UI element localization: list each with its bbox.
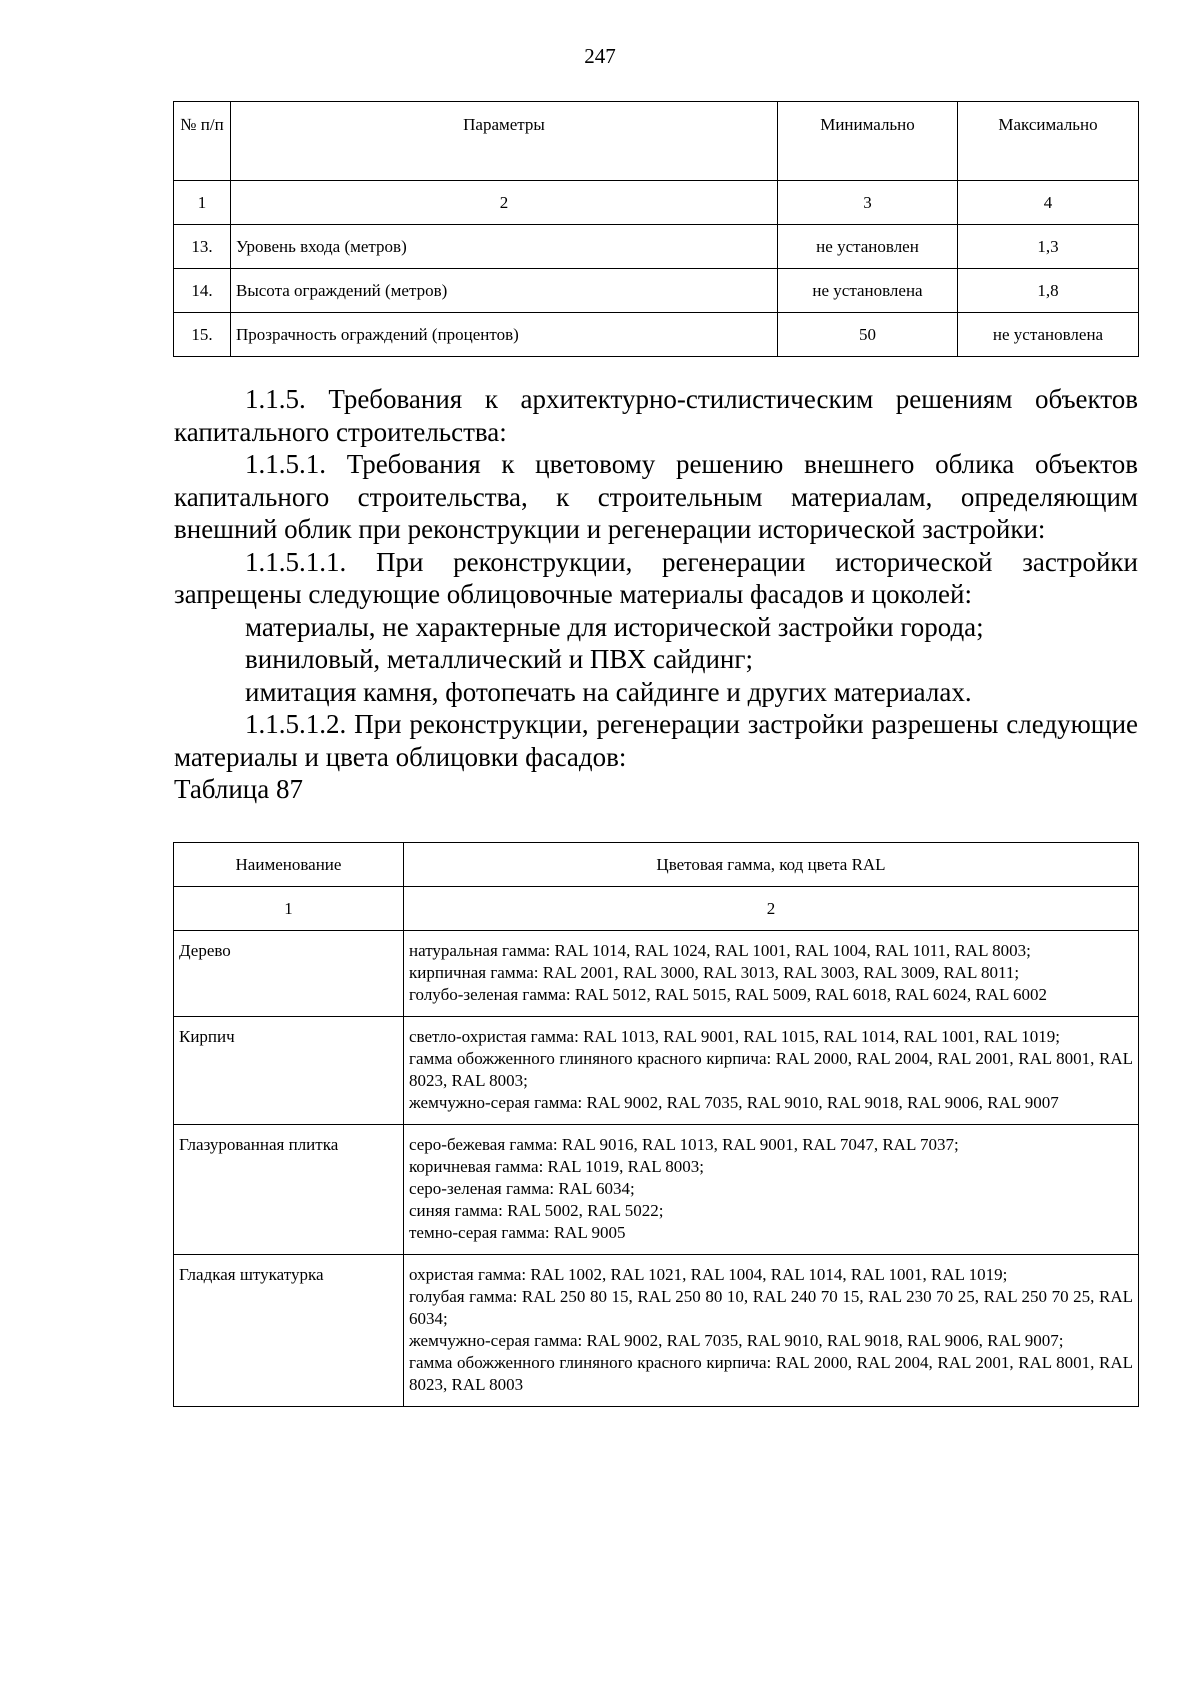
parameter-cell: Высота ограждений (метров) (231, 269, 778, 313)
list-item: материалы, не характерные для исторической застройки города; (245, 611, 984, 642)
color-range-line: коричневая гамма: RAL 1019, RAL 8003; (409, 1157, 705, 1176)
table-row (174, 225, 1139, 269)
table-row (174, 1255, 1139, 1407)
color-range-cell (404, 1017, 1139, 1125)
color-range-line: серо-зеленая гамма: RAL 6034; (409, 1179, 635, 1198)
minimum-cell: 50 (778, 313, 958, 357)
paragraph-1-1-5: 1.1.5. Требования к архитектурно-стилистическим решениям объектов капитального строительства: (174, 384, 1138, 447)
color-range-cell (404, 1255, 1139, 1407)
column-number-row (174, 181, 1139, 225)
parameter-cell: Прозрачность ограждений (процентов) (231, 313, 778, 357)
color-range-line: голубо-зеленая гамма: RAL 5012, RAL 5015, RAL 5009, RAL 6018, RAL 6024, RAL 6002 (409, 985, 1048, 1004)
column-number-row (174, 887, 1139, 931)
column-number-cell: 2 (231, 181, 778, 225)
table-row (174, 269, 1139, 313)
table-row (174, 1017, 1139, 1125)
header-cell-name: Наименование (174, 843, 404, 887)
header-cell-minimum: Минимально (778, 102, 958, 181)
header-cell-number: № п/п (174, 102, 231, 181)
table-caption: Таблица 87 (174, 774, 303, 804)
material-name-cell: Дерево (174, 931, 404, 1017)
material-name-cell: Глазурованная плитка (174, 1125, 404, 1255)
row-number-cell: 14. (174, 269, 231, 313)
minimum-cell: не установлена (778, 269, 958, 313)
list-item: виниловый, металлический и ПВХ сайдинг; (245, 644, 753, 674)
colors-table (173, 842, 1139, 1407)
table-header-row (174, 102, 1139, 181)
table-row (174, 931, 1139, 1017)
body-text (174, 383, 1138, 806)
color-range-cell (404, 1125, 1139, 1255)
color-range-line: жемчужно-серая гамма: RAL 9002, RAL 7035, RAL 9010, RAL 9018, RAL 9006, RAL 9007; (409, 1331, 1064, 1350)
maximum-cell: 1,8 (958, 269, 1139, 313)
table-header-row (174, 843, 1139, 887)
color-range-line: кирпичная гамма: RAL 2001, RAL 3000, RAL 3013, RAL 3003, RAL 3009, RAL 8011; (409, 963, 1020, 982)
row-number-cell: 13. (174, 225, 231, 269)
column-number-cell: 2 (404, 887, 1139, 931)
row-number-cell: 15. (174, 313, 231, 357)
color-range-line: светло-охристая гамма: RAL 1013, RAL 9001, RAL 1015, RAL 1014, RAL 1001, RAL 1019; (409, 1027, 1061, 1046)
color-range-line: охристая гамма: RAL 1002, RAL 1021, RAL 1004, RAL 1014, RAL 1001, RAL 1019; (409, 1265, 1008, 1284)
paragraph-1-1-5-1-1: 1.1.5.1.1. При реконструкции, регенерации исторической застройки запрещены следующие облицовочные материалы фасадов и цоколей: (174, 546, 1138, 609)
header-cell-maximum: Максимально (958, 102, 1139, 181)
material-name-cell: Кирпич (174, 1017, 404, 1125)
parameter-cell: Уровень входа (метров) (231, 225, 778, 269)
column-number-cell: 4 (958, 181, 1139, 225)
color-range-cell (404, 931, 1139, 1017)
paragraph-1-1-5-1-2: 1.1.5.1.2. При реконструкции, регенерации застройки разрешены следующие материалы и цвета облицовки фасадов: (174, 709, 1138, 772)
header-cell-parameters: Параметры (231, 102, 778, 181)
maximum-cell: 1,3 (958, 225, 1139, 269)
material-name-cell: Гладкая штукатурка (174, 1255, 404, 1407)
color-range-line: жемчужно-серая гамма: RAL 9002, RAL 7035, RAL 9010, RAL 9018, RAL 9006, RAL 9007 (409, 1093, 1059, 1112)
color-range-line: синяя гамма: RAL 5002, RAL 5022; (409, 1201, 664, 1220)
maximum-cell: не установлена (958, 313, 1139, 357)
color-range-line: темно-серая гамма: RAL 9005 (409, 1223, 626, 1242)
paragraph-1-1-5-1: 1.1.5.1. Требования к цветовому решению внешнего облика объектов капитального строительства, к строительным материалам, определяющим внешний облик при реконструкции и регенерации исторической застройки: (174, 449, 1138, 544)
color-range-line: натуральная гамма: RAL 1014, RAL 1024, RAL 1001, RAL 1004, RAL 1011, RAL 8003; (409, 941, 1031, 960)
column-number-cell: 1 (174, 887, 404, 931)
color-range-line: гамма обожженного глиняного красного кирпича: RAL 2000, RAL 2004, RAL 2001, RAL 8001, RAL 8023, RAL 8003 (409, 1353, 1133, 1394)
list-item: имитация камня, фотопечать на сайдинге и других материалах. (245, 676, 972, 707)
header-cell-color-range: Цветовая гамма, код цвета RAL (404, 843, 1139, 887)
color-range-line: гамма обожженного глиняного красного кирпича: RAL 2000, RAL 2004, RAL 2001, RAL 8001, RAL 8023, RAL 8003; (409, 1049, 1133, 1090)
color-range-line: голубая гамма: RAL 250 80 15, RAL 250 80 10, RAL 240 70 15, RAL 230 70 25, RAL 250 70 25, RAL 6034; (409, 1287, 1133, 1328)
parameters-table (173, 101, 1139, 357)
column-number-cell: 3 (778, 181, 958, 225)
page-number: 247 (584, 44, 616, 68)
column-number-cell: 1 (174, 181, 231, 225)
table-row (174, 313, 1139, 357)
table-row (174, 1125, 1139, 1255)
color-range-line: серо-бежевая гамма: RAL 9016, RAL 1013, RAL 9001, RAL 7047, RAL 7037; (409, 1135, 959, 1154)
minimum-cell: не установлен (778, 225, 958, 269)
